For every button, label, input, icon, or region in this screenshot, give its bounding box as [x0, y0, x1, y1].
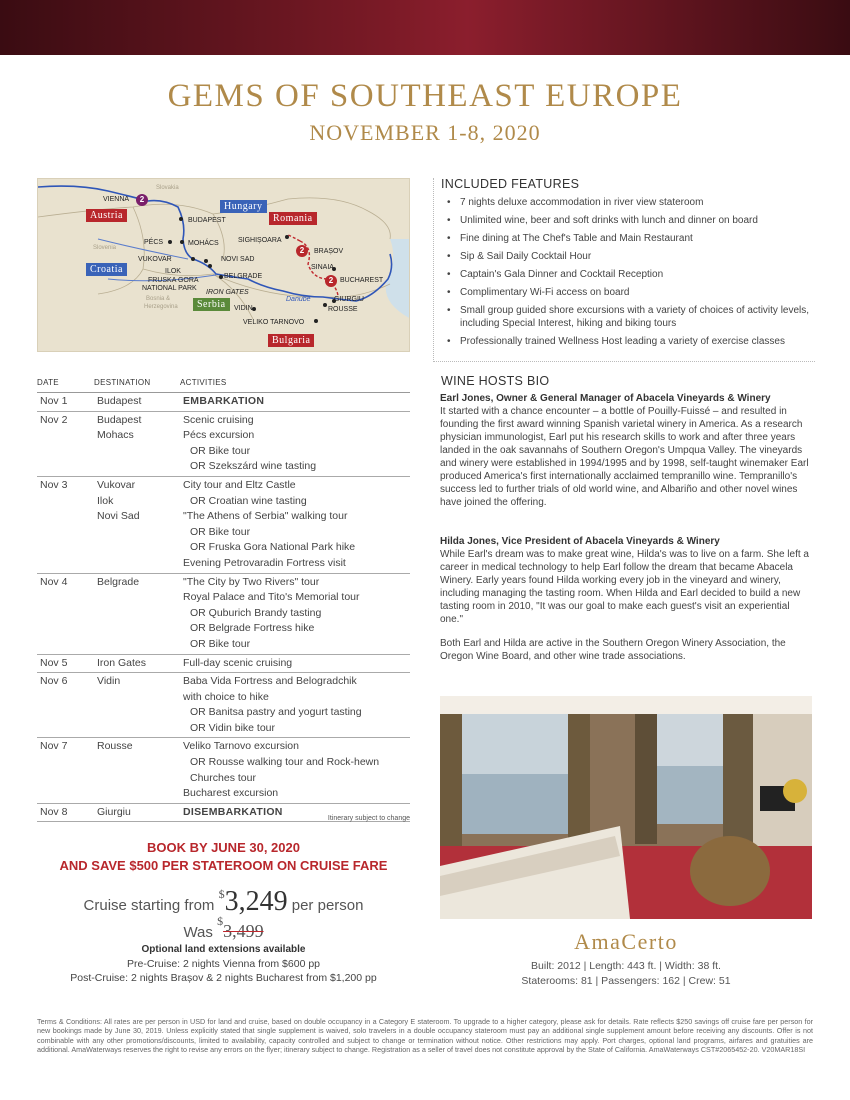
city-label: NOVI SAD: [221, 256, 255, 263]
itinerary-destination: [94, 411, 180, 476]
city-label: MOHÁCS: [188, 240, 219, 247]
earl-bio: [440, 392, 812, 509]
price-value: 3,249: [224, 886, 288, 917]
country-label: Serbia: [193, 298, 230, 311]
itinerary-date: Nov 2: [37, 411, 94, 476]
city-label: BUCHAREST: [340, 277, 384, 284]
earl-name: Earl Jones, Owner & General Manager of Abacela Vineyards & Winery: [440, 393, 771, 404]
destination-name: Belgrade: [97, 575, 140, 588]
route-map: [37, 178, 410, 352]
activity-line: Full-day scenic cruising: [183, 656, 293, 669]
hilda-name: Hilda Jones, Vice President of Abacela Vineyards & Winery: [440, 536, 720, 547]
table-row: [37, 476, 410, 573]
destination-name: Vidin: [97, 675, 121, 688]
book-by-line: BOOK BY JUNE 30, 2020: [147, 840, 300, 855]
itinerary-activities: [180, 573, 410, 654]
table-row: [37, 573, 410, 654]
destination-name: Giurgiu: [97, 805, 131, 818]
city-label: SINAIA: [311, 264, 334, 271]
column-header: ACTIVITIES: [180, 378, 410, 393]
table-row: [37, 411, 410, 476]
column-header: DESTINATION: [94, 378, 180, 393]
activity-line: with choice to hike: [183, 690, 269, 703]
activity-line: Baba Vida Fortress and Belogradchik: [183, 675, 357, 688]
table-row: [37, 673, 410, 738]
activity-line: OR Quburich Brandy tasting: [190, 606, 322, 619]
map-faint-label: Slovenia: [93, 245, 117, 251]
city-label: FRUSKA GORA: [148, 277, 199, 284]
page-title: GEMS OF SOUTHEAST EUROPE: [167, 78, 683, 114]
section-divider: [433, 361, 815, 362]
activity-line: Churches tour: [190, 771, 256, 784]
features-list: [447, 196, 817, 353]
activity-line: OR Banitsa pastry and yogurt tasting: [190, 706, 362, 719]
destination-name: Iron Gates: [97, 656, 147, 669]
activity-line: OR Bike tour: [190, 444, 251, 457]
country-label: Hungary: [220, 200, 267, 213]
itinerary-destination: [94, 393, 180, 412]
hilda-bio: [440, 535, 812, 626]
city-label: ROUSSE: [328, 306, 358, 313]
activity-line: "The City by Two Rivers" tour: [183, 575, 320, 588]
itinerary-table: [37, 378, 410, 822]
was-label: Was: [183, 924, 213, 941]
river-label: Danube: [286, 296, 311, 303]
column-divider: [433, 178, 434, 362]
feature-item: • Professionally trained Wellness Host leading a variety of exercise classes: [447, 335, 817, 348]
itinerary-date: Nov 3: [37, 476, 94, 573]
activity-line: City tour and Eltz Castle: [183, 478, 296, 491]
activity-line: Scenic cruising: [183, 413, 254, 426]
nights-badge: 2: [296, 245, 308, 257]
country-label: Bulgaria: [268, 334, 314, 347]
activity-line: OR Rousse walking tour and Rock-hewn: [190, 756, 380, 769]
city-label: BELGRADE: [224, 273, 263, 280]
feature-item: • Fine dining at The Chef's Table and Main Restaurant: [447, 232, 817, 245]
map-faint-label: Slovakia: [156, 185, 179, 191]
activity-line: OR Bike tour: [190, 637, 251, 650]
feature-item: • Complimentary Wi-Fi access on board: [447, 286, 817, 299]
city-label: VELIKO TARNOVO: [243, 319, 305, 326]
cruise-dates: NOVEMBER 1-8, 2020: [309, 120, 541, 145]
city-label: VUKOVAR: [138, 256, 172, 263]
activity-line: DISEMBARKATION: [183, 805, 283, 818]
itinerary-activities: [180, 411, 410, 476]
destination-name: Ilok: [97, 494, 114, 507]
table-row: [37, 654, 410, 673]
post-cruise-line: Post-Cruise: 2 nights Brașov & 2 nights Bucharest from $1,200 pp: [70, 972, 377, 984]
itinerary-activities: [180, 393, 410, 412]
savings-line: AND SAVE $500 PER STATEROOM ON CRUISE FARE: [59, 858, 388, 873]
itinerary-date: Nov 1: [37, 393, 94, 412]
extensions-heading: Optional land extensions available: [141, 944, 306, 955]
activity-line: Royal Palace and Tito's Memorial tour: [183, 591, 360, 604]
destination-name: Budapest: [97, 395, 142, 407]
hilda-text: While Earl's dream was to make great wine, Hilda's was to live on a farm. She left a career in medical technology to help Earl follow the dream that became Abacela Winery. Early years found Hilda working every job in the vineyard and winery, including managing the tasting room. When Hilda and Earl decided to build a new tasting room in 2010, "It was our goal to make each guest's visit an experiential one.": [440, 549, 809, 625]
city-label: NATIONAL PARK: [142, 285, 197, 292]
city-label: GIURGIU: [334, 296, 364, 303]
country-label: Croatia: [86, 263, 127, 276]
destination-name: Novi Sad: [97, 510, 140, 523]
activity-line: OR Croatian wine tasting: [190, 494, 307, 507]
itinerary-note: Itinerary subject to change: [327, 815, 410, 822]
earl-text: It started with a chance encounter – a bottle of Pouilly-Fuissé – and resulted in founding the first award winning Spanish varietal winery in America. As a research physician immunologist, Earl put his research skills to work and after three years landed in the oak savannahs of Southern Oregon's Umpqua Valley. The vineyards and winery were established in 1994/1995 and by 1998, self-taught winemaker Earl produced America's first internationally acclaimed tempranillo wine. Tempranillo's success led to further trials of old world wine, and Albariño and other novel wines have joined the offering.: [440, 406, 809, 508]
activity-line: OR Fruska Gora National Park hike: [190, 541, 356, 554]
was-price-line: [37, 914, 410, 942]
feature-item: • 7 nights deluxe accommodation in river view stateroom: [447, 196, 817, 209]
city-label: VIDIN: [234, 305, 253, 312]
city-label: SIGHIȘOARA: [238, 237, 282, 244]
feature-item: • Unlimited wine, beer and soft drinks with lunch and dinner on board: [447, 214, 817, 227]
itinerary-date: Nov 5: [37, 654, 94, 673]
itinerary-date: Nov 8: [37, 803, 94, 822]
ship-specs-line1: Built: 2012 | Length: 443 ft. | Width: 38 ft.: [531, 960, 721, 972]
map-faint-label: Herzegovina: [144, 304, 178, 310]
city-label: PÉCS: [144, 239, 164, 246]
price-suffix: per person: [291, 897, 364, 914]
city-label: BRAȘOV: [314, 248, 344, 255]
terms-and-conditions: Terms & Conditions: All rates are per person in USD for land and cruise, based on double occupancy in a Category E stateroom. To upgrade to a higher category, please ask for details. Rate reflects $250 savings off cruise fare per person for new bookings made by June 30, 2019. Unless explicitly stated that single supplement is waived, solo travelers in a double occupancy stateroom must pay an additional single supplement amount before receiving any discounts. Offer is not combinable with any other promotions/discounts, limited to availability, capacity controlled and subject to change or termination without notice. Other restrictions may apply. Port charges, optional land programs, airfares and gratuities are additional. AmaWaterways reserves the right to revise any errors on the flyer; itinerary subject to change. Registration as a seller of travel does not constitute approval by the State of California. AmaWaterways CST#2065452-20. V20MAR18SI: [37, 1017, 813, 1054]
activity-line: EMBARKATION: [183, 395, 265, 407]
features-heading: INCLUDED FEATURES: [441, 177, 580, 191]
itinerary-destination: [94, 573, 180, 654]
activity-line: OR Bike tour: [190, 525, 251, 538]
nights-badge: 2: [325, 275, 337, 287]
column-header: DATE: [37, 378, 94, 393]
both-text: Both Earl and Hilda are active in the Southern Oregon Winery Association, the Oregon Wine Board, and other wine trade associations.: [440, 638, 786, 662]
ship-specs-line2: Staterooms: 81 | Passengers: 162 | Crew: 51: [521, 975, 731, 987]
country-label: Romania: [269, 212, 317, 225]
map-faint-label: Bosnia &: [146, 296, 171, 302]
itinerary-activities: [180, 654, 410, 673]
activity-line: Pécs excursion: [183, 429, 255, 442]
table-row: [37, 738, 410, 803]
activity-line: "The Athens of Serbia" walking tour: [183, 510, 348, 523]
itinerary-activities: [180, 673, 410, 738]
activity-line: OR Belgrade Fortress hike: [190, 622, 315, 635]
activity-line: Evening Petrovaradin Fortress visit: [183, 556, 346, 569]
table-row: [37, 393, 410, 412]
bio-heading: WINE HOSTS BIO: [441, 374, 550, 388]
city-label: IRON GATES: [206, 289, 249, 296]
country-label: Austria: [86, 209, 127, 222]
nights-badge: 2: [136, 194, 148, 206]
feature-item: • Sip & Sail Daily Cocktail Hour: [447, 250, 817, 263]
header-band: [0, 0, 850, 55]
stateroom-illustration: [440, 696, 812, 919]
table-header-row: [37, 378, 410, 393]
destination-name: Vukovar: [97, 478, 136, 491]
activity-line: OR Vidin bike tour: [190, 721, 276, 734]
stateroom-photo: [440, 696, 812, 919]
city-label: BUDAPEST: [188, 217, 226, 224]
itinerary-date: Nov 4: [37, 573, 94, 654]
pre-cruise-line: Pre-Cruise: 2 nights Vienna from $600 pp: [127, 958, 320, 970]
city-label: VIENNA: [103, 196, 130, 203]
itinerary-destination: [94, 654, 180, 673]
itinerary-activities: [180, 476, 410, 573]
feature-item: • Captain's Gala Dinner and Cocktail Reception: [447, 268, 817, 281]
itinerary-destination: [94, 738, 180, 803]
activity-line: OR Szekszárd wine tasting: [190, 460, 317, 473]
currency-symbol: $: [217, 914, 224, 928]
destination-name: Rousse: [97, 740, 133, 753]
destination-name: Budapest: [97, 413, 142, 426]
price-prefix: Cruise starting from: [83, 897, 215, 914]
itinerary-date: Nov 6: [37, 673, 94, 738]
itinerary-activities: [180, 738, 410, 803]
feature-item: • Small group guided shore excursions with a variety of choices of activity levels, including Special Interest, hiking and biking tours: [447, 304, 817, 330]
activity-line: Veliko Tarnovo excursion: [183, 740, 299, 753]
currency-symbol: $: [218, 887, 225, 901]
ship-name: AmaCerto: [574, 929, 678, 954]
was-price: 3,499: [223, 921, 264, 941]
itinerary-destination: [94, 673, 180, 738]
activity-line: Bucharest excursion: [183, 787, 279, 800]
itinerary-destination: [94, 476, 180, 573]
itinerary-date: Nov 7: [37, 738, 94, 803]
city-label: ILOK: [165, 268, 181, 275]
destination-name: Mohacs: [97, 429, 134, 442]
